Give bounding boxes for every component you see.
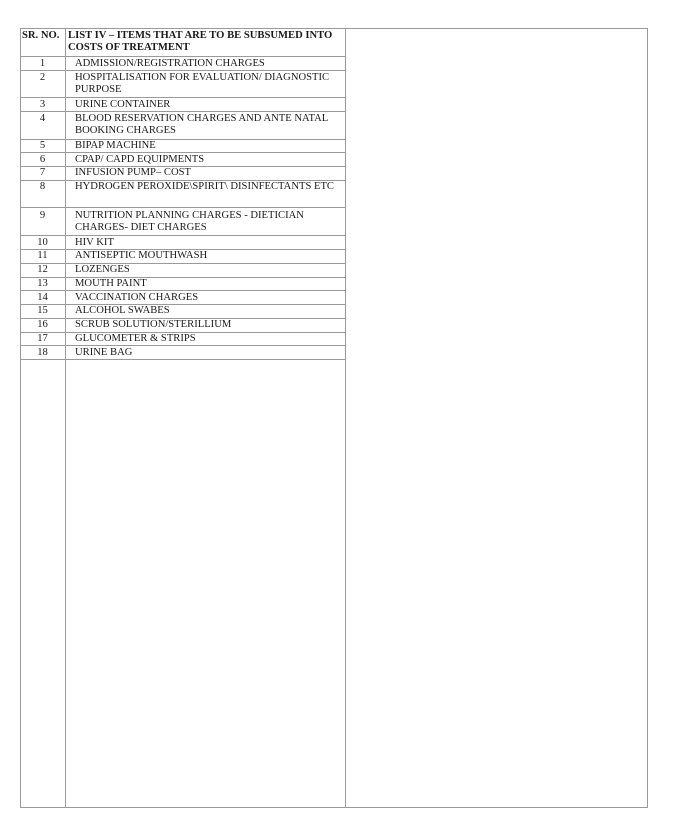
row-number: 3 bbox=[39, 99, 46, 110]
row-item: BIPAP MACHINE bbox=[75, 140, 156, 151]
row-item: LOZENGES bbox=[75, 264, 130, 275]
row-item: GLUCOMETER & STRIPS bbox=[75, 333, 196, 344]
row-item: CPAP/ CAPD EQUIPMENTS bbox=[75, 154, 205, 165]
row-item: ANTISEPTIC MOUTHWASH bbox=[75, 250, 208, 261]
row-divider bbox=[20, 235, 346, 236]
row-item: HYDROGEN PEROXIDE\SPIRIT\ DISINFECTANTS ETC bbox=[75, 181, 334, 192]
row-number: 10 bbox=[37, 237, 48, 248]
row-item: HIV KIT bbox=[75, 237, 114, 248]
column-divider-list bbox=[345, 28, 346, 808]
row-item: SCRUB SOLUTION/STERILLIUM bbox=[75, 319, 232, 330]
row-divider bbox=[20, 56, 346, 57]
row-number: 11 bbox=[37, 250, 48, 261]
row-number: 2 bbox=[39, 72, 46, 83]
header-sr-no: SR. NO. bbox=[22, 30, 60, 41]
row-number: 13 bbox=[37, 278, 48, 289]
header-list-title: LIST IV – ITEMS THAT ARE TO BE SUBSUMED INTO COSTS OF TREATMENT bbox=[68, 30, 333, 53]
row-item: URINE BAG bbox=[75, 347, 133, 358]
row-number: 17 bbox=[37, 333, 48, 344]
row-item: ALCOHOL SWABES bbox=[75, 305, 170, 316]
row-number: 8 bbox=[39, 181, 46, 192]
row-number: 9 bbox=[39, 210, 46, 221]
row-number: 16 bbox=[37, 319, 48, 330]
row-item: ADMISSION/REGISTRATION CHARGES bbox=[75, 58, 265, 69]
row-number: 14 bbox=[37, 292, 48, 303]
row-number: 7 bbox=[39, 167, 46, 178]
row-item: BLOOD RESERVATION CHARGES AND ANTE NATAL BOOKING CHARGES bbox=[75, 113, 328, 137]
row-item: HOSPITALISATION FOR EVALUATION/ DIAGNOSTIC PURPOSE bbox=[75, 72, 330, 96]
row-divider bbox=[20, 207, 346, 208]
column-divider-sr bbox=[65, 28, 66, 808]
row-item: MOUTH PAINT bbox=[75, 278, 147, 289]
row-number: 15 bbox=[37, 305, 48, 316]
row-number: 1 bbox=[39, 58, 46, 69]
row-item: VACCINATION CHARGES bbox=[75, 292, 199, 303]
row-item: URINE CONTAINER bbox=[75, 99, 171, 110]
row-number: 5 bbox=[39, 140, 46, 151]
row-number: 4 bbox=[39, 113, 46, 124]
row-number: 12 bbox=[37, 264, 48, 275]
row-number: 18 bbox=[37, 347, 48, 358]
row-item: NUTRITION PLANNING CHARGES - DIETICIAN CHARGES- DIET CHARGES bbox=[75, 210, 304, 234]
row-number: 6 bbox=[39, 154, 46, 165]
row-divider bbox=[20, 97, 346, 98]
row-item: INFUSION PUMP– COST bbox=[75, 167, 191, 178]
